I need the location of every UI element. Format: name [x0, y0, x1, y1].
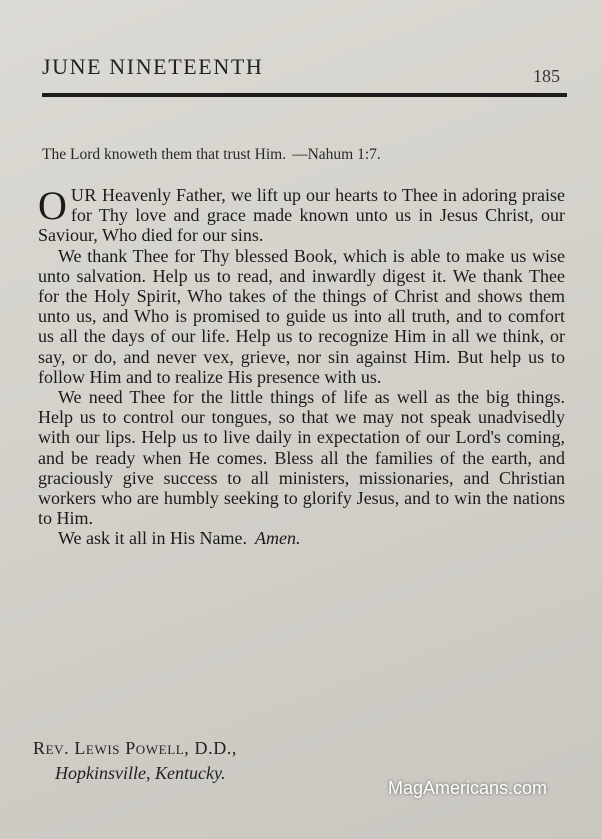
- prayer-paragraph-2: We thank Thee for Thy blessed Book, which is able to make us wise unto salvation. Help us to read, and inwardly digest it. We thank Thee for the Holy Spirit, Who takes of the things of Christ and shows them unto us, and Who is promised to guide us into all truth, and to comfort us all the days of our life. Help us to recognize Him in all we think, or say, or do, and never vex, grieve, nor sin against Him. But help us to follow Him and to realize His presence with us.: [38, 245, 565, 387]
- page-title: JUNE NINETEENTH: [42, 54, 264, 79]
- epigraph-quote: The Lord knoweth them that trust Him.: [42, 146, 287, 163]
- amen: Amen.: [255, 528, 301, 549]
- header-rule: [42, 93, 567, 97]
- author-location: Hopkinsville, Kentucky.: [55, 763, 226, 783]
- paragraph-1-text: Heavenly Father, we lift up our hearts to Thee in adoring praise for Thy love and grace made known unto us in Jesus Christ, our Saviour, Who died for our sins.: [38, 185, 565, 246]
- closing-line: We ask it all in His Name.: [58, 528, 248, 549]
- drop-cap: O: [38, 183, 67, 228]
- prayer-text: [38, 185, 565, 549]
- prayer-closing: [38, 528, 565, 548]
- author-signature: [33, 738, 237, 784]
- epigraph: [42, 146, 572, 164]
- opening-caps: UR: [70, 185, 97, 205]
- page-number: 185: [533, 66, 560, 86]
- prayer-paragraph-3: We need Thee for the little things of life as well as the big things. Help us to control our tongues, so that we may not speak unadvisedly with our lips. Help us to live daily in expectation of our Lord's coming, and be ready when He comes. Bless all the families of the earth, and graciously give success to all ministers, missionaries, and Christian workers who are humbly seeking to glorify Jesus, and to win the nations to Him.: [38, 387, 565, 529]
- prayer-paragraph-1: [38, 185, 565, 246]
- watermark: MagAmericans.com: [388, 778, 548, 798]
- epigraph-reference: —Nahum 1:7.: [292, 146, 381, 163]
- author-name: Rev. Lewis Powell, D.D.,: [33, 738, 237, 758]
